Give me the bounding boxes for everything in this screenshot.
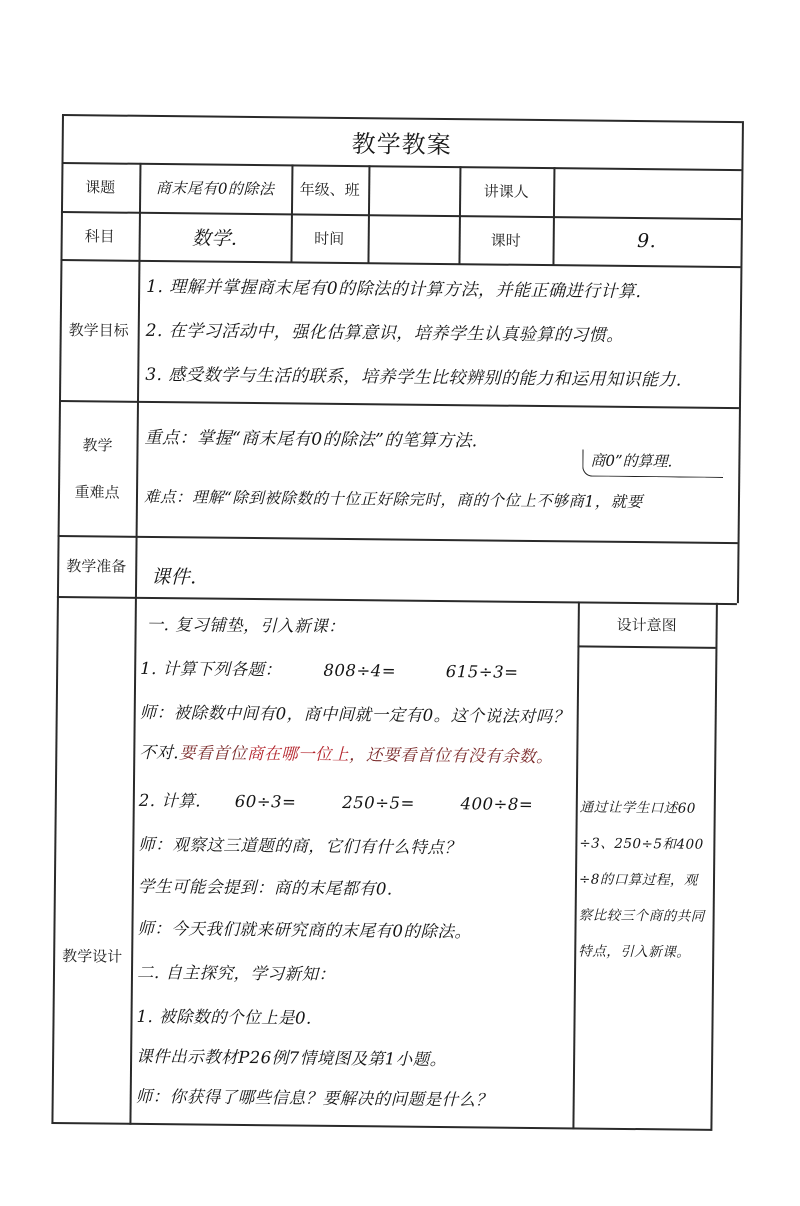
objective-item: 2. 在学习活动中，强化估算意识，培养学生认真验算的习惯。 bbox=[145, 320, 624, 346]
design-label: 教学设计 bbox=[62, 947, 123, 966]
design-line-answer bbox=[139, 739, 553, 767]
design-line-text: 2. 计算. bbox=[138, 790, 202, 811]
difficulty-point: 难点：理解“除到被除数的十位正好除完时，商的个位上不够商1，就要 bbox=[143, 487, 643, 512]
design-intent-header: 设计意图 bbox=[616, 615, 677, 634]
subject-value[interactable]: 数学. bbox=[191, 226, 238, 250]
answer-segment: ，还要看首位有没有余数。 bbox=[348, 745, 554, 767]
design-line: 师：被除数中间有0，商中间就一定有0。这个说法对吗？ bbox=[139, 702, 570, 727]
period-label: 课时 bbox=[490, 230, 521, 250]
time-value[interactable] bbox=[367, 214, 458, 263]
teacher-label: 讲课人 bbox=[483, 182, 529, 201]
intent-line: ÷8的口算过程，观 bbox=[578, 871, 698, 889]
design-line: 课件出示教材P26例7情境图及第1小题。 bbox=[136, 1046, 447, 1070]
design-line bbox=[140, 655, 519, 683]
key-points-label-line2: 重难点 bbox=[74, 482, 120, 502]
lesson-plan-table bbox=[51, 114, 742, 1131]
answer-segment: 商在哪一位上 bbox=[246, 743, 350, 765]
key-points-label-line1: 教学 bbox=[82, 435, 113, 455]
design-line-text: 1. 计算下列各题： bbox=[140, 658, 282, 680]
intent-line: ÷3、250÷5和400 bbox=[579, 835, 704, 853]
answer-segment: 不对. bbox=[139, 742, 180, 763]
insert-note: 商0”的算理. bbox=[590, 451, 673, 471]
page-title: 教学教案 bbox=[351, 129, 452, 159]
objective-item: 1. 理解并掌握商末尾有0的除法的计算方法，并能正确进行计算. bbox=[146, 276, 642, 303]
design-expr: 615÷3= bbox=[445, 662, 519, 682]
design-expr: 60÷3= bbox=[234, 791, 297, 812]
design-expr: 808÷4= bbox=[323, 660, 397, 681]
design-content bbox=[135, 597, 577, 1130]
design-expr: 250÷5= bbox=[342, 792, 415, 813]
period-value[interactable]: 9. bbox=[637, 230, 657, 253]
design-intent-content bbox=[576, 645, 713, 1126]
intent-line: 通过让学生口述60 bbox=[579, 799, 697, 817]
preparation-value[interactable] bbox=[151, 536, 732, 603]
key-points-label bbox=[58, 400, 137, 536]
design-line: 学生可能会提到：商的末尾都有0. bbox=[137, 876, 393, 899]
design-line: 师：今天我们就来研究商的末尾有0的除法。 bbox=[137, 918, 472, 942]
design-line: 1. 被除数的个位上是0. bbox=[136, 1006, 312, 1028]
teacher-value[interactable] bbox=[553, 167, 742, 218]
design-line: 一. 复习铺垫，引入新课： bbox=[146, 614, 346, 636]
design-expr: 400÷8= bbox=[460, 794, 534, 814]
grade-value[interactable] bbox=[368, 165, 460, 215]
design-line: 二. 自主探究，学习新知： bbox=[136, 962, 336, 984]
objective-item: 3. 感受数学与生活的联系，培养学生比较辨别的能力和运用知识能力. bbox=[145, 364, 682, 391]
objectives-list bbox=[145, 260, 738, 407]
topic-label: 课题 bbox=[85, 178, 116, 197]
grade-label: 年级、班 bbox=[299, 180, 360, 200]
answer-segment: 要看首位 bbox=[178, 743, 248, 763]
intent-line: 特点，引入新课。 bbox=[578, 943, 691, 961]
design-line: 师：观察这三道题的商，它们有什么特点？ bbox=[138, 834, 462, 858]
preparation-label: 教学准备 bbox=[66, 557, 127, 576]
preparation-text: 课件. bbox=[151, 565, 197, 589]
design-line bbox=[139, 787, 534, 815]
time-label: 时间 bbox=[314, 229, 345, 248]
intent-line: 察比较三个商的共同 bbox=[578, 907, 705, 925]
topic-value[interactable]: 商末尾有0的除法 bbox=[155, 178, 275, 199]
objectives-label: 教学目标 bbox=[68, 321, 129, 340]
focus-point: 重点：掌握“商末尾有0的除法”的笔算方法. bbox=[144, 427, 478, 452]
design-line: 师：你获得了哪些信息？要解决的问题是什么？ bbox=[135, 1086, 493, 1110]
subject-label: 科目 bbox=[84, 226, 115, 246]
